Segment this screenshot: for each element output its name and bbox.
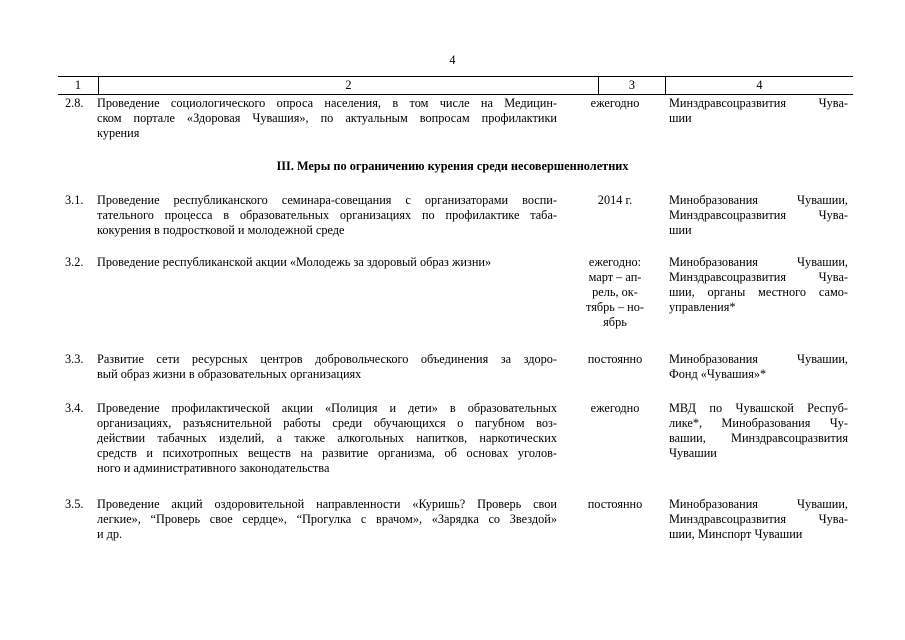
row-responsible bbox=[669, 401, 848, 461]
resp-line: Фонд «Чувашия»* bbox=[669, 367, 767, 381]
desc-line: ного и административного законодательства bbox=[97, 461, 330, 475]
resp-line: лике*, Минобразования Чу- bbox=[669, 416, 848, 430]
row-number: 3.4. bbox=[65, 401, 84, 415]
row-description bbox=[97, 96, 557, 141]
period-line: ежегодно bbox=[590, 96, 640, 110]
row-description bbox=[97, 401, 557, 476]
row-period bbox=[572, 96, 658, 111]
period-line: постоянно bbox=[587, 352, 643, 366]
period-line: 2014 г. bbox=[597, 193, 633, 207]
row-responsible bbox=[669, 497, 848, 542]
section-title: III. Меры по ограничению курения среди несовершеннолетних bbox=[276, 159, 629, 173]
desc-line: средств и психотропных веществ на развитие организма, об основах уголов- bbox=[97, 446, 557, 460]
desc-line: организациях, разъяснительной работы среди обучающихся о пагубном воз- bbox=[97, 416, 557, 430]
resp-line: Минобразования Чувашии, bbox=[669, 255, 848, 269]
desc-line: кокурения в подростковой и молодежной среде bbox=[97, 223, 345, 237]
desc-line: Проведение социологического опроса населения, в том числе на Медицин- bbox=[97, 96, 557, 110]
row-description bbox=[97, 193, 557, 238]
row-period bbox=[572, 352, 658, 367]
desc-line: ском портале «Здоровая Чувашия», по актуальным вопросам профилактики bbox=[97, 111, 557, 125]
table-header bbox=[58, 76, 853, 95]
resp-line: Минздравсоцразвития Чува- bbox=[669, 512, 848, 526]
resp-line: Чувашии bbox=[669, 446, 717, 460]
resp-line: Минздравсоцразвития Чува- bbox=[669, 270, 848, 284]
resp-line: шии bbox=[669, 223, 692, 237]
period-line: ежегодно: bbox=[588, 255, 642, 269]
resp-line: шии, Минспорт Чувашии bbox=[669, 527, 803, 541]
row-number: 3.2. bbox=[65, 255, 84, 269]
period-line: ежегодно bbox=[590, 401, 640, 415]
desc-line: тательного процесса в образовательных организациях по профилактике таба- bbox=[97, 208, 557, 222]
resp-line: Минобразования Чувашии, bbox=[669, 193, 848, 207]
row-period bbox=[572, 497, 658, 512]
period-line: постоянно bbox=[587, 497, 643, 511]
row-number: 3.1. bbox=[65, 193, 84, 207]
desc-line: действии табачных изделий, а также алкогольных напитков, наркотических bbox=[97, 431, 557, 445]
page-number: 4 bbox=[449, 53, 456, 67]
desc-line: Проведение профилактической акции «Полиция и дети» в образовательных bbox=[97, 401, 557, 415]
resp-line: шии bbox=[669, 111, 692, 125]
row-responsible bbox=[669, 96, 848, 126]
resp-line: управления* bbox=[669, 300, 736, 314]
row-number: 3.3. bbox=[65, 352, 84, 366]
period-line: март – ап- bbox=[588, 270, 642, 284]
row-period bbox=[572, 255, 658, 330]
resp-line: Минздравсоцразвития Чува- bbox=[669, 96, 848, 110]
row-description bbox=[97, 255, 557, 270]
desc-line: вый образ жизни в образовательных организациях bbox=[97, 367, 362, 381]
resp-line: вашии, Минздравсоцразвития bbox=[669, 431, 848, 445]
period-line: ябрь bbox=[603, 315, 627, 329]
row-number: 3.5. bbox=[65, 497, 84, 511]
desc-line: Проведение акций оздоровительной направленности «Куришь? Проверь свои bbox=[97, 497, 557, 511]
resp-line: МВД по Чувашской Респуб- bbox=[669, 401, 848, 415]
desc-line: и др. bbox=[97, 527, 123, 541]
desc-line: Развитие сети ресурсных центров добровольческого объединения за здоро- bbox=[97, 352, 557, 366]
row-period bbox=[572, 401, 658, 416]
row-description bbox=[97, 497, 557, 542]
resp-line: Минобразования Чувашии, bbox=[669, 352, 848, 366]
resp-line: шии, органы местного само- bbox=[669, 285, 848, 299]
desc-line: легкие», “Проверь свое сердце», “Прогулка с врачом», «Зарядка со Звездой» bbox=[97, 512, 557, 526]
header-col-2: 2 bbox=[98, 77, 598, 94]
resp-line: Минобразования Чувашии, bbox=[669, 497, 848, 511]
header-col-1: 1 bbox=[74, 78, 82, 92]
desc-line: курения bbox=[97, 126, 140, 140]
row-description bbox=[97, 352, 557, 382]
row-responsible bbox=[669, 255, 848, 315]
desc-line: Проведение республиканской акции «Молодежь за здоровый образ жизни» bbox=[97, 255, 492, 269]
header-col-4: 4 bbox=[665, 77, 853, 94]
period-line: тябрь – но- bbox=[585, 300, 644, 314]
row-number: 2.8. bbox=[65, 96, 84, 110]
period-line: рель, ок- bbox=[592, 285, 638, 299]
desc-line: Проведение республиканского семинара-совещания с организаторами воспи- bbox=[97, 193, 557, 207]
row-responsible bbox=[669, 352, 848, 382]
row-period bbox=[572, 193, 658, 208]
header-col-3: 3 bbox=[598, 77, 665, 94]
resp-line: Минздравсоцразвития Чува- bbox=[669, 208, 848, 222]
row-responsible bbox=[669, 193, 848, 238]
